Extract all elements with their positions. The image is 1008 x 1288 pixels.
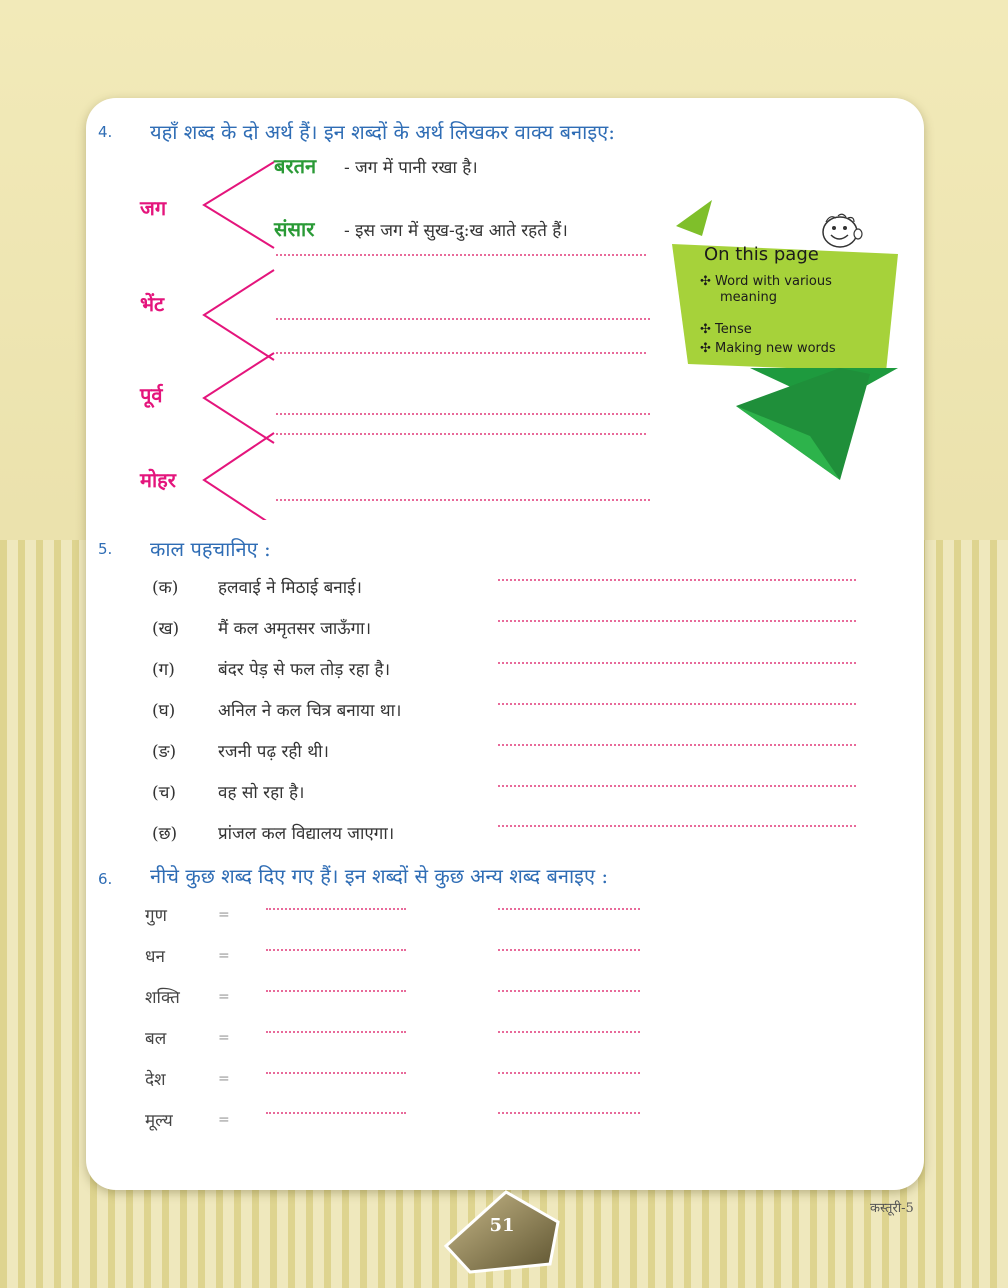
- item-text: बंदर पेड़ से फल तोड़ रहा है।: [218, 660, 391, 680]
- answer-line[interactable]: [498, 703, 856, 705]
- example-sentence-2: - इस जग में सुख-दु:ख आते रहते हैं।: [344, 221, 568, 241]
- item-text: अनिल ने कल चित्र बनाया था।: [218, 701, 402, 721]
- item-label: (छ): [152, 824, 178, 844]
- q6-number: 6.: [98, 870, 113, 888]
- q6-word: मूल्य: [145, 1111, 173, 1131]
- item-text: वह सो रहा है।: [218, 783, 305, 803]
- q6-title: नीचे कुछ शब्द दिए गए हैं। इन शब्दों से कुछ अन्य शब्द बनाइए :: [150, 864, 609, 888]
- equals-sign: =: [218, 989, 230, 1005]
- item-text: प्रांजल कल विद्यालय जाएगा।: [218, 824, 395, 844]
- word-bhent: भेंट: [140, 292, 165, 316]
- answer-line[interactable]: [498, 949, 640, 951]
- item-text: मैं कल अमृतसर जाऊँगा।: [218, 619, 372, 639]
- equals-sign: =: [218, 907, 230, 923]
- ribbon-item: meaning: [720, 290, 777, 305]
- q6-word: गुण: [145, 906, 167, 926]
- q4-number: 4.: [98, 123, 113, 141]
- example-sentence-1: - जग में पानी रखा है।: [344, 158, 478, 178]
- ribbon-item: ✣ Making new words: [700, 341, 836, 356]
- answer-line[interactable]: [498, 579, 856, 581]
- answer-line[interactable]: [276, 499, 650, 501]
- answer-line[interactable]: [498, 825, 856, 827]
- answer-line[interactable]: [498, 908, 640, 910]
- example-meaning-1: बरतन: [274, 154, 317, 178]
- answer-line[interactable]: [276, 254, 646, 256]
- answer-line[interactable]: [498, 744, 856, 746]
- ribbon-title: On this page: [704, 244, 819, 265]
- answer-line[interactable]: [266, 908, 406, 910]
- answer-line[interactable]: [266, 1031, 406, 1033]
- item-label: (ग): [152, 660, 175, 680]
- word-jag: जग: [140, 196, 167, 220]
- example-meaning-2: संसार: [274, 217, 315, 241]
- answer-line[interactable]: [266, 949, 406, 951]
- answer-line[interactable]: [266, 1112, 406, 1114]
- page-number: 51: [489, 1215, 515, 1236]
- word-mohar: मोहर: [140, 468, 176, 492]
- book-name: कस्तूरी-5: [870, 1201, 914, 1216]
- equals-sign: =: [218, 1030, 230, 1046]
- answer-line[interactable]: [498, 990, 640, 992]
- smiley-face-icon: [818, 212, 866, 252]
- equals-sign: =: [218, 948, 230, 964]
- ribbon-item: ✣ Word with various: [700, 274, 832, 289]
- q5-number: 5.: [98, 540, 113, 558]
- item-label: (घ): [152, 701, 176, 721]
- answer-line[interactable]: [498, 1031, 640, 1033]
- word-poorv: पूर्व: [140, 383, 163, 407]
- answer-line[interactable]: [276, 318, 650, 320]
- q6-word: बल: [145, 1029, 167, 1049]
- answer-line[interactable]: [498, 662, 856, 664]
- answer-line[interactable]: [498, 1112, 640, 1114]
- item-label: (ख): [152, 619, 180, 639]
- item-text: रजनी पढ़ रही थी।: [218, 742, 329, 762]
- answer-line[interactable]: [266, 990, 406, 992]
- item-label: (ङ): [152, 742, 177, 762]
- answer-line[interactable]: [276, 413, 650, 415]
- q6-word: शक्ति: [145, 988, 180, 1008]
- item-label: (क): [152, 578, 179, 598]
- q5-title: काल पहचानिए :: [150, 537, 271, 561]
- item-text: हलवाई ने मिठाई बनाई।: [218, 578, 362, 598]
- answer-line[interactable]: [498, 620, 856, 622]
- answer-line[interactable]: [266, 1072, 406, 1074]
- item-label: (च): [152, 783, 177, 803]
- q6-word: देश: [145, 1070, 166, 1090]
- equals-sign: =: [218, 1071, 230, 1087]
- q6-word: धन: [145, 947, 165, 967]
- answer-line[interactable]: [498, 785, 856, 787]
- ribbon-item: ✣ Tense: [700, 322, 752, 337]
- equals-sign: =: [218, 1112, 230, 1128]
- q4-title: यहाँ शब्द के दो अर्थ हैं। इन शब्दों के अर्थ लिखकर वाक्य बनाइए:: [150, 120, 615, 144]
- answer-line[interactable]: [276, 433, 646, 435]
- q4-brackets: [198, 150, 288, 520]
- answer-line[interactable]: [498, 1072, 640, 1074]
- answer-line[interactable]: [276, 352, 646, 354]
